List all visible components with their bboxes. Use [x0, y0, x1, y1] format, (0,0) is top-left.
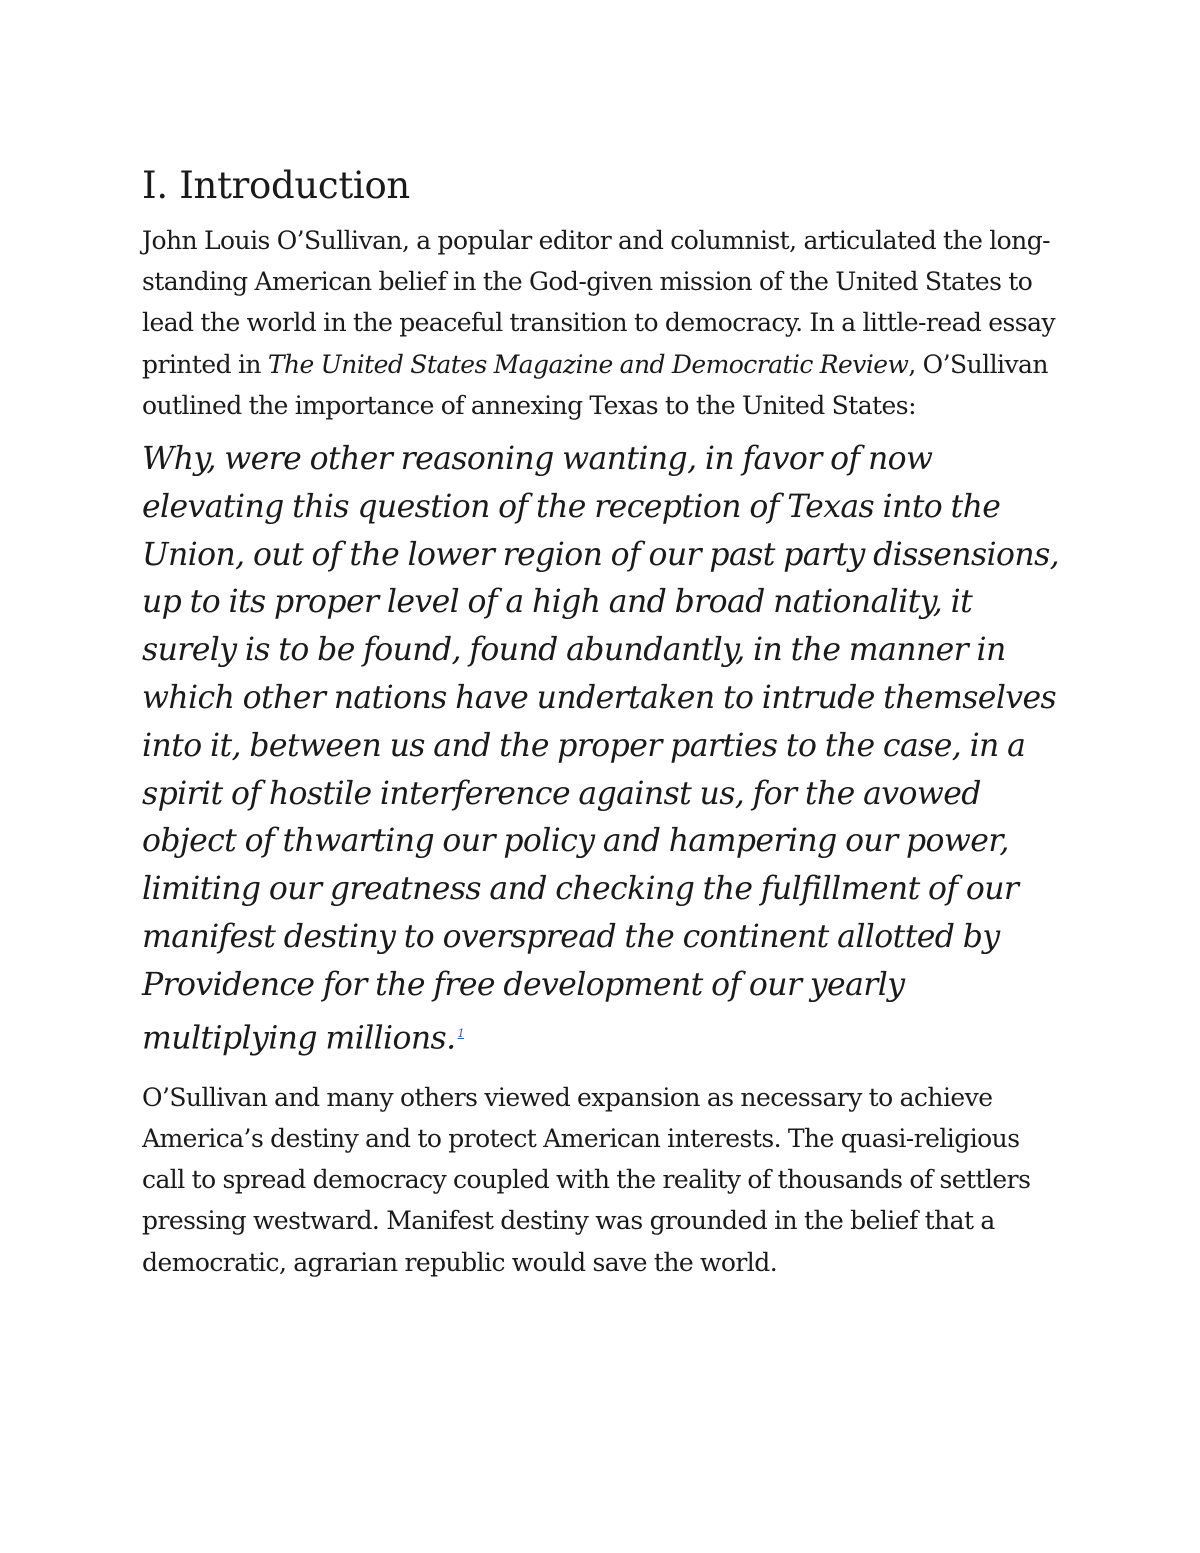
conclusion-paragraph: O’Sullivan and many others viewed expansion as necessary to achieve America’s destiny and to protect American interests. The quasi-religious call to spread democracy coupled with the reality of thousands of settlers pressing westward. Manifest destiny was grounded in the belief that a democratic, agrarian republic would save the world.: [142, 1082, 1031, 1277]
document-page: [142, 160, 1067, 1283]
intro-paragraph: [142, 220, 1067, 426]
intro-text-part2: , O’Sullivan outlined the importance of annexing Texas to the United States:: [142, 349, 1048, 420]
intro-text-part1: John Louis O’Sullivan, a popular editor and columnist, articulated the long-standing American belief in the God-given mission of the United States to lead the world in the peaceful transition to democracy. In a little-read essay printed in: [142, 226, 1056, 379]
publication-title: The United States Magazine and Democratic Review: [267, 349, 909, 379]
quote-text: Why, were other reasoning wanting, in favor of now elevating this question of the reception of Texas into the Union, out of the lower region of our past party dissensions, up to its proper level of a high and broad nationality, it surely is to be found, found abundantly, in the manner in which other nations have undertaken to intrude themselves into it, between us and the proper parties to the case, in a spirit of hostile interference against us, for the avowed object of thwarting our policy and hampering our power, limiting our greatness and checking the fulfillment of our manifest destiny to overspread the continent allotted by Providence for the free development of our yearly multiplying millions.: [142, 441, 1060, 1057]
footnote-link[interactable]: 1: [457, 1026, 464, 1040]
section-heading: I. Introduction: [142, 164, 410, 207]
block-quote: [142, 436, 1067, 1063]
